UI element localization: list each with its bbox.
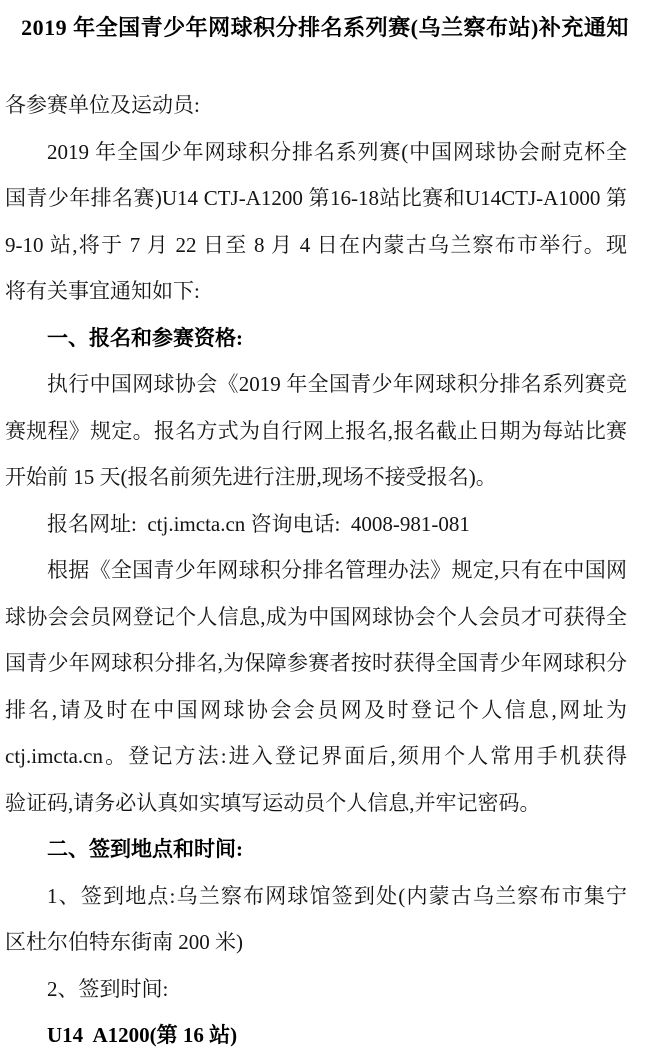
text-line: 验证码,请务必认真如实填写运动员个人信息,并牢记密码。 (5, 790, 541, 815)
text-line: 一、报名和参赛资格: (47, 325, 243, 350)
text-line: 将有关事宜通知如下: (5, 279, 200, 303)
text-line: 各参赛单位及运动员: (5, 93, 200, 117)
text-line: 执行中国网球协会《2019 年全国青少年网球积分排名系列赛竞 (47, 372, 627, 396)
text-line: U14 A1200(第 16 站) (47, 1023, 238, 1047)
text-line: ctj.imcta.cn。登记方法:进入登记界面后,须用个人常用手机获得 (5, 744, 627, 768)
text-line: 1、签到地点:乌兰察布网球馆签到处(内蒙古乌兰察布市集宁 (47, 883, 627, 908)
text-line: 开始前 15 天(报名前须先进行注册,现场不接受报名)。 (5, 465, 497, 489)
text-line: 国青少年排名赛)U14 CTJ-A1200 第16-18站比赛和U14CTJ-A1000 第 (5, 186, 627, 210)
document-title: 2019 年全国青少年网球积分排名系列赛(乌兰察布站)补充通知 (21, 15, 629, 40)
text-line: 排名,请及时在中国网球协会会员网及时登记个人信息,网址为 (5, 697, 627, 722)
text-line: 根据《全国青少年网球积分排名管理办法》规定,只有在中国网 (47, 558, 627, 582)
title-gap (0, 52, 650, 82)
text-line: 2019 年全国少年网球积分排名系列赛(中国网球协会耐克杯全 (47, 139, 627, 164)
text-line: 球协会会员网登记个人信息,成为中国网球协会个人会员才可获得全 (5, 604, 627, 629)
text-line: 报名网址: ctj.imcta.cn 咨询电话: 4008-981-081 (47, 511, 470, 536)
text-line: 2、签到时间: (47, 976, 169, 1001)
text-line: 区杜尔伯特东街南 200 米) (5, 930, 243, 954)
document-body (0, 82, 650, 1059)
text-line: 二、签到地点和时间: (47, 837, 243, 861)
text-line: 赛规程》规定。报名方式为自行网上报名,报名截止日期为每站比赛 (5, 418, 627, 443)
text-line: 9-10 站,将于 7 月 22 日至 8 月 4 日在内蒙古乌兰察布市举行。现 (5, 232, 627, 257)
text-line: 国青少年网球积分排名,为保障参赛者按时获得全国青少年网球积分 (5, 651, 627, 675)
